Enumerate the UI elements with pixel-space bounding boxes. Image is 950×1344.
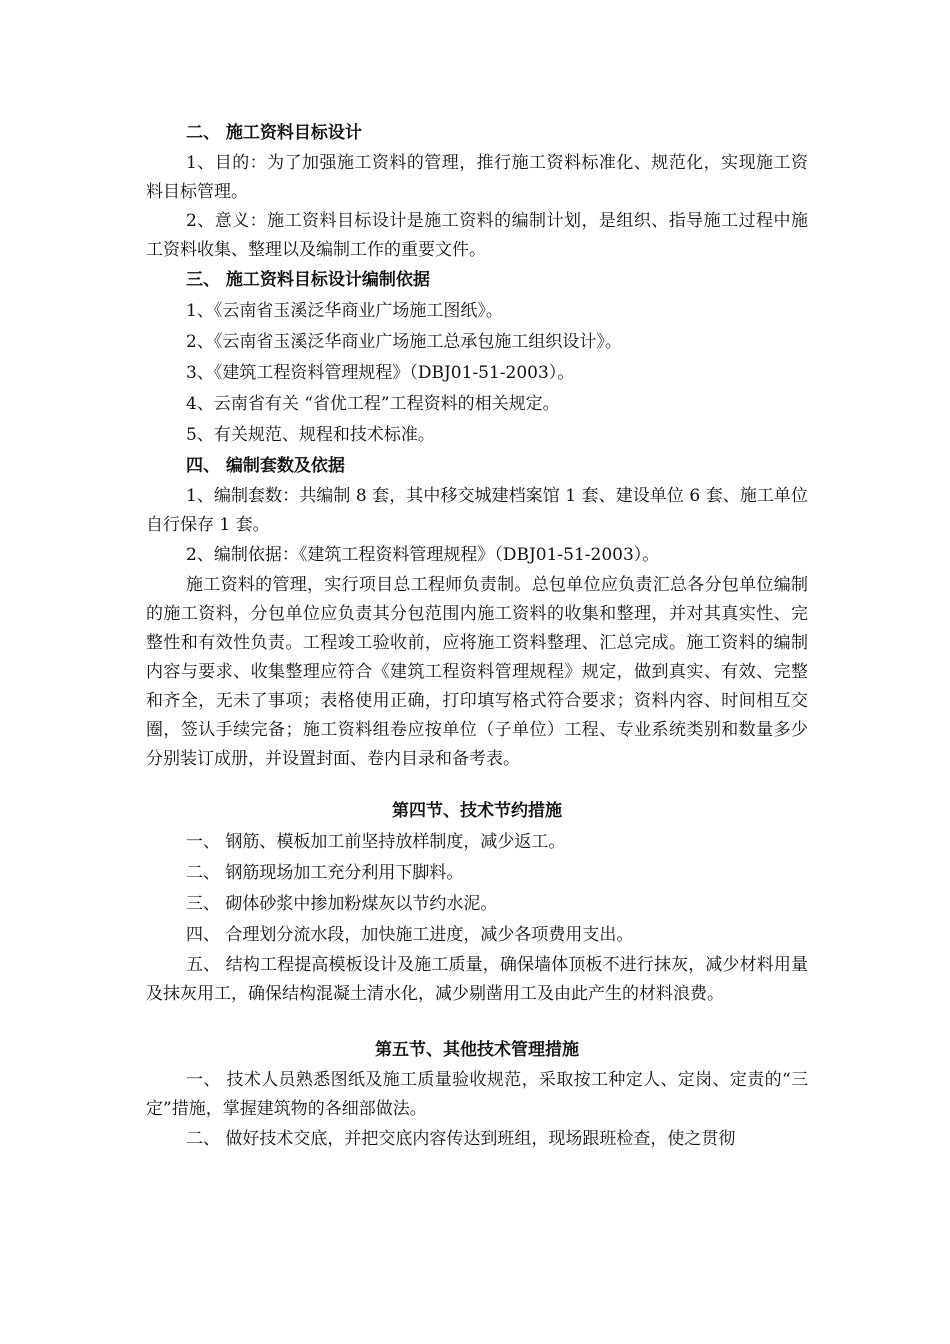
list-item: 四、 合理划分流水段，加快施工进度，减少各项费用支出。	[186, 925, 634, 945]
list-item: 3、《建筑工程资料管理规程》（DBJ01-51-2003）。	[186, 363, 575, 383]
list-item: 一、 钢筋、模板加工前坚持放样制度，减少返工。	[186, 832, 566, 852]
paragraph: 1、编制套数：共编制 8 套，其中移交城建档案馆 1 套、建设单位 6 套、施工单位自行保存 1 套。	[146, 486, 808, 535]
paragraph: 施工资料的管理，实行项目总工程师负责制。总包单位应负责汇总各分包单位编制的施工资料，分包单位应负责其分包范围内施工资料的收集和整理，并对其真实性、完整性和有效性负责。工程竣工验收前，应将施工资料整理、汇总完成。施工资料的编制内容与要求、收集整理应符合《建筑工程资料管理规程》规定，做到真实、有效、完整和齐全，无未了事项；表格使用正确，打印填写格式符合要求；资料内容、时间相互交圈，签认手续完备；施工资料组卷应按单位（子单位）工程、专业系统类别和数量多少分别装订成册，并设置封面、卷内目录和备考表。	[146, 575, 808, 769]
list-item: 2、《云南省玉溪泛华商业广场施工总承包施工组织设计》。	[186, 332, 622, 352]
list-item: 一、 技术人员熟悉图纸及施工质量验收规范，采取按工种定人、定岗、定责的“三定”措施，掌握建筑物的各细部做法。	[146, 1070, 808, 1119]
paragraph: 2、编制依据：《建筑工程资料管理规程》（DBJ01-51-2003）。	[186, 545, 660, 565]
section-heading: 四、 编制套数及依据	[186, 456, 345, 476]
section-title: 第五节、其他技术管理措施	[375, 1040, 579, 1060]
list-item: 5、有关规范、规程和技术标准。	[186, 425, 435, 445]
list-item: 1、《云南省玉溪泛华商业广场施工图纸》。	[186, 301, 503, 321]
list-item: 五、 结构工程提高模板设计及施工质量，确保墙体顶板不进行抹灰，减少材料用量及抹灰用工，确保结构混凝土清水化，减少剔凿用工及由此产生的材料浪费。	[146, 955, 808, 1004]
list-item: 二、 钢筋现场加工充分利用下脚料。	[186, 863, 464, 883]
paragraph: 2、意义：施工资料目标设计是施工资料的编制计划，是组织、指导施工过程中施工资料收集、整理以及编制工作的重要文件。	[146, 211, 808, 260]
document-body	[146, 118, 808, 1155]
list-item: 三、 砌体砂浆中掺加粉煤灰以节约水泥。	[186, 894, 498, 914]
list-item: 二、 做好技术交底，并把交底内容传达到班组，现场跟班检查，使之贯彻	[186, 1129, 736, 1149]
section-heading: 二、 施工资料目标设计	[186, 123, 362, 143]
section-heading: 三、 施工资料目标设计编制依据	[186, 270, 430, 290]
list-item: 4、云南省有关 “省优工程”工程资料的相关规定。	[186, 394, 560, 414]
paragraph: 1、目的：为了加强施工资料的管理，推行施工资料标准化、规范化，实现施工资料目标管理。	[146, 153, 808, 202]
section-title: 第四节、技术节约措施	[392, 801, 562, 821]
